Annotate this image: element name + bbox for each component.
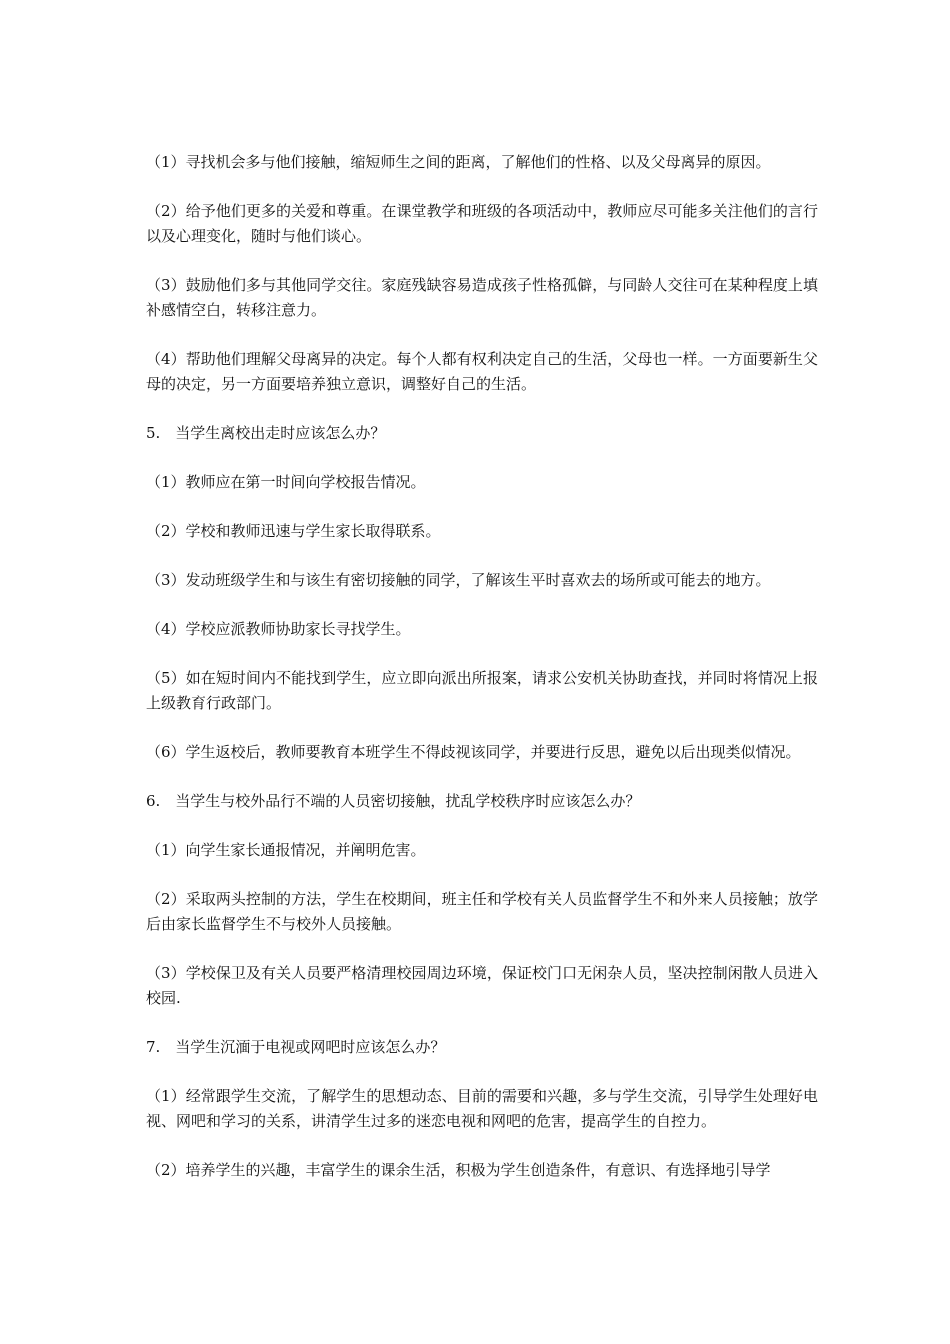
paragraph-5-2: （2）学校和教师迅速与学生家长取得联系。 bbox=[146, 522, 441, 540]
question-heading-6: 6. 当学生与校外品行不端的人员密切接触，扰乱学校秩序时应该怎么办？ bbox=[146, 792, 641, 810]
document-body bbox=[146, 150, 818, 1207]
paragraph-7-2: （2）培养学生的兴趣，丰富学生的课余生活，积极为学生创造条件，有意识、有选择地引导学 bbox=[146, 1161, 771, 1179]
paragraph-2: （2）给予他们更多的关爱和尊重。在课堂教学和班级的各项活动中，教师应尽可能多关注他们的言行以及心理变化，随时与他们谈心。 bbox=[146, 202, 818, 245]
paragraph-1: （1）寻找机会多与他们接触，缩短师生之间的距离，了解他们的性格、以及父母离异的原因。 bbox=[146, 153, 771, 171]
paragraph-7-1: （1）经常跟学生交流，了解学生的思想动态、目前的需要和兴趣，多与学生交流，引导学生处理好电视、网吧和学习的关系，讲清学生过多的迷恋电视和网吧的危害，提高学生的自控力。 bbox=[146, 1087, 818, 1130]
paragraph-5-6: （6）学生返校后，教师要教育本班学生不得歧视该同学，并要进行反思，避免以后出现类似情况。 bbox=[146, 743, 801, 761]
paragraph-5-4: （4）学校应派教师协助家长寻找学生。 bbox=[146, 620, 411, 638]
paragraph-4: （4）帮助他们理解父母离异的决定。每个人都有权利决定自己的生活，父母也一样。一方面要新生父母的决定，另一方面要培养独立意识，调整好自己的生活。 bbox=[146, 350, 818, 393]
paragraph-6-3: （3）学校保卫及有关人员要严格清理校园周边环境，保证校门口无闲杂人员，坚决控制闲散人员进入校园. bbox=[146, 964, 818, 1007]
paragraph-5-3: （3）发动班级学生和与该生有密切接触的同学，了解该生平时喜欢去的场所或可能去的地方。 bbox=[146, 571, 771, 589]
paragraph-3: （3）鼓励他们多与其他同学交往。家庭残缺容易造成孩子性格孤僻，与同龄人交往可在某种程度上填补感情空白，转移注意力。 bbox=[146, 276, 818, 319]
paragraph-5-5: （5）如在短时间内不能找到学生，应立即向派出所报案，请求公安机关协助查找，并同时将情况上报上级教育行政部门。 bbox=[146, 669, 818, 712]
paragraph-6-1: （1）向学生家长通报情况，并阐明危害。 bbox=[146, 841, 426, 859]
paragraph-5-1: （1）教师应在第一时间向学校报告情况。 bbox=[146, 473, 426, 491]
question-heading-7: 7. 当学生沉湎于电视或网吧时应该怎么办？ bbox=[146, 1038, 446, 1056]
question-heading-5: 5. 当学生离校出走时应该怎么办？ bbox=[146, 424, 386, 442]
paragraph-6-2: （2）采取两头控制的方法，学生在校期间，班主任和学校有关人员监督学生不和外来人员接触；放学后由家长监督学生不与校外人员接触。 bbox=[146, 890, 818, 933]
